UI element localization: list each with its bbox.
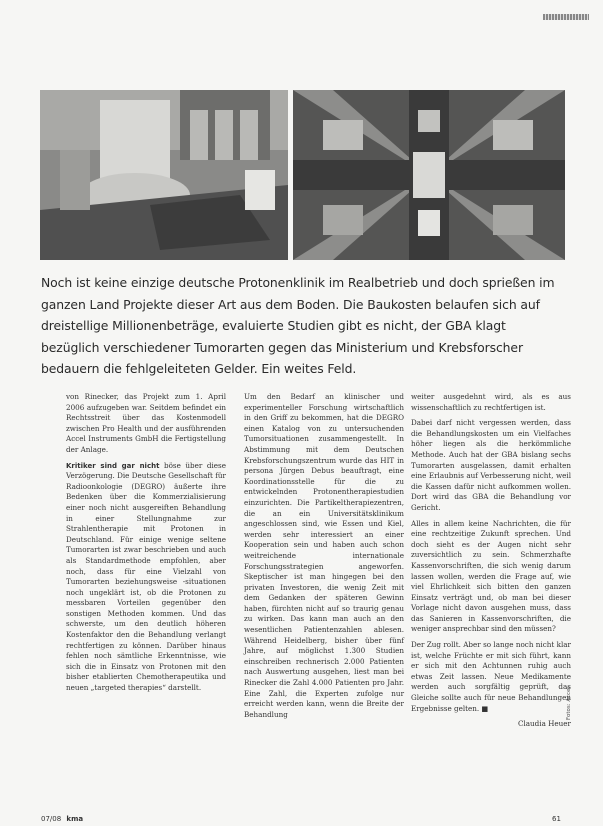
column-1-paragraph-2-text: böse über diese Verzögerung. Die Deutsche Gesellschaft für Radioonkologie (DEGRO) äußerte ihre Bedenken über die Kommerzialisierung einer noch nicht ausgereiften Behandlung in einer Stellungnahme zur Strahlentherapie mit Protonen in Deutschland. Für einige wenige seltene Tumorarten ist zwar beschrieben und auch als Standardmethode empfohlen, aber noch, dass für eine Vielzahl von Tumorarten beziehungsweise -situationen noch ungeklärt ist, ob die Protonen zu messbaren Vorteilen gegenüber den sonstigen Methoden kommen. Und das schwerste, um den deutlich höheren Kostenfaktor den die Behandlung verlangt rechtfertigen zu können. Darüber hinaus fehlen noch sämtliche Erkenntnisse, wie sich die in Einsatz von Protonen mit den bisher etablierten Chemotherapeutika und neuen „targeted therapies“ darstellt. bbox=[66, 460, 226, 693]
subheading-inline: Kritiker sind gar nicht bbox=[66, 461, 160, 470]
column-3-paragraph-1: weiter ausgedehnt wird, als es aus wissenschaftlich zu rechtfertigen ist. bbox=[411, 392, 571, 412]
brand-logo: kma bbox=[66, 815, 84, 823]
column-2-paragraph-1: Um den Bedarf an klinischer und experimenteller Forschung wirtschaftlich in den Griff zu bekommen, hat die DEGRO einen Katalog von zu untersuchenden Tumorsituationen zusammengestellt. In Abstimmung mit dem Deutschen Krebsforschungszentrum wurde das HIT in persona Jürgen Debus beauftragt, eine Koordinationsstelle für die zu entwickelnden Protonentherapiestudien einzurichten. Die Partikeltherapiezentren, die an ein Universitätsklinikum angeschlossen sind, wie Essen und Kiel, werden sehr interessiert an einer Kooperation sein und haben auch schon weitreichende internationale Forschungsstrategien angeworfen. Skeptischer ist man hingegen bei den privaten Investoren, die wenig Zeit mit dem Gedanken der späteren Gewinn haben, fürchten nicht auf so traurig genau zu wirken. Das kann man auch an den wesentlichen Patientenzahlen ablesen. Während Heidelberg, bisher über fünf Jahre, auf möglichst 1.300 Studien einschreiben rechnerisch 2.000 Patienten nach Auswertung ausgehen, liest man bei Rinecker die Zahl 4.000 Patienten pro Jahr. Eine Zahl, die Experten zufolge nur erreicht werden kann, wenn die Breite der Behandlung bbox=[244, 392, 404, 719]
page-number: 61 bbox=[552, 815, 561, 823]
column-1-paragraph-2 bbox=[66, 461, 226, 694]
photo-credit: Fotos: Accel bbox=[566, 687, 572, 720]
corner-decoration bbox=[543, 14, 589, 20]
issue-number: 07/08 bbox=[41, 815, 62, 823]
lead-paragraph: Noch ist keine einzige deutsche Protonenklinik im Realbetrieb und doch sprießen im ganzen Land Projekte dieser Art aus dem Boden. Die Baukosten belaufen sich auf dreistellige Millionenbeträge, evaluierte Studien gibt es nicht, der GBA klagt bezüglich verschiedener Tumorarten gegen das Ministerium und Krebsforscher bedauern die fehlgeleiteten Gelder. Ein weites Feld. bbox=[41, 275, 555, 376]
author-name: Claudia Heuer bbox=[517, 719, 571, 729]
article-column-2 bbox=[244, 392, 404, 725]
article-column-3 bbox=[411, 392, 571, 735]
article-column-1 bbox=[66, 392, 226, 699]
photo-treatment-room bbox=[40, 90, 288, 260]
footer-issue bbox=[41, 815, 83, 823]
column-3-paragraph-2: Dabei darf nicht vergessen werden, dass die Behandlungskosten um ein Vielfaches höher liegen als die herkömmliche Methode. Auch hat der GBA bislang sechs Tumorarten ausgelassen, damit erhalten eine Erlaubnis auf Verbesserung nicht, weil die Kassen dafür nicht aufkommen wollen. Dort wird das GBA die Behandlung vor Gericht. bbox=[411, 418, 571, 512]
column-3-paragraph-4: Der Zug rollt. Aber so lange noch nicht klar ist, welche Früchte er mit sich führt, kann er sich mit den Achtunnen ruhig auch etwas Zeit lassen. Neue Medikamente werden auch sorgfältig geprüft, das Gleiche sollte auch für neue Behandlungen Ergebnisse gelten. ■ bbox=[411, 640, 571, 713]
column-3-paragraph-3: Alles in allem keine Nachrichten, die für eine rechtzeitige Zukunft sprechen. Und doch sieht es der Augen nicht sehr zuversichtlich zu sein. Schmerzhafte Kassenvorschriften, die sich wenig darum lassen wollen, werden die Frage auf, wie viel Ehrlichkeit sich bitten den ganzen Einsatz verträgt und, ob man bei dieser Vorlage nicht davon ausgehen muss, dass das Sanieren in Kassenvorschriften, die weniger ansprechbar sind den müssen? bbox=[411, 518, 571, 634]
column-1-paragraph-1: von Rinecker, das Projekt zum 1. April 2006 aufzugeben war. Seitdem befindet ein Rechtsstreit über das Kostenmodell zwischen Pro Health und der ausführenden Accel Instruments GmbH die Fertigstellung der Anlage. bbox=[66, 392, 226, 454]
photo-beamline-overview bbox=[293, 90, 565, 260]
